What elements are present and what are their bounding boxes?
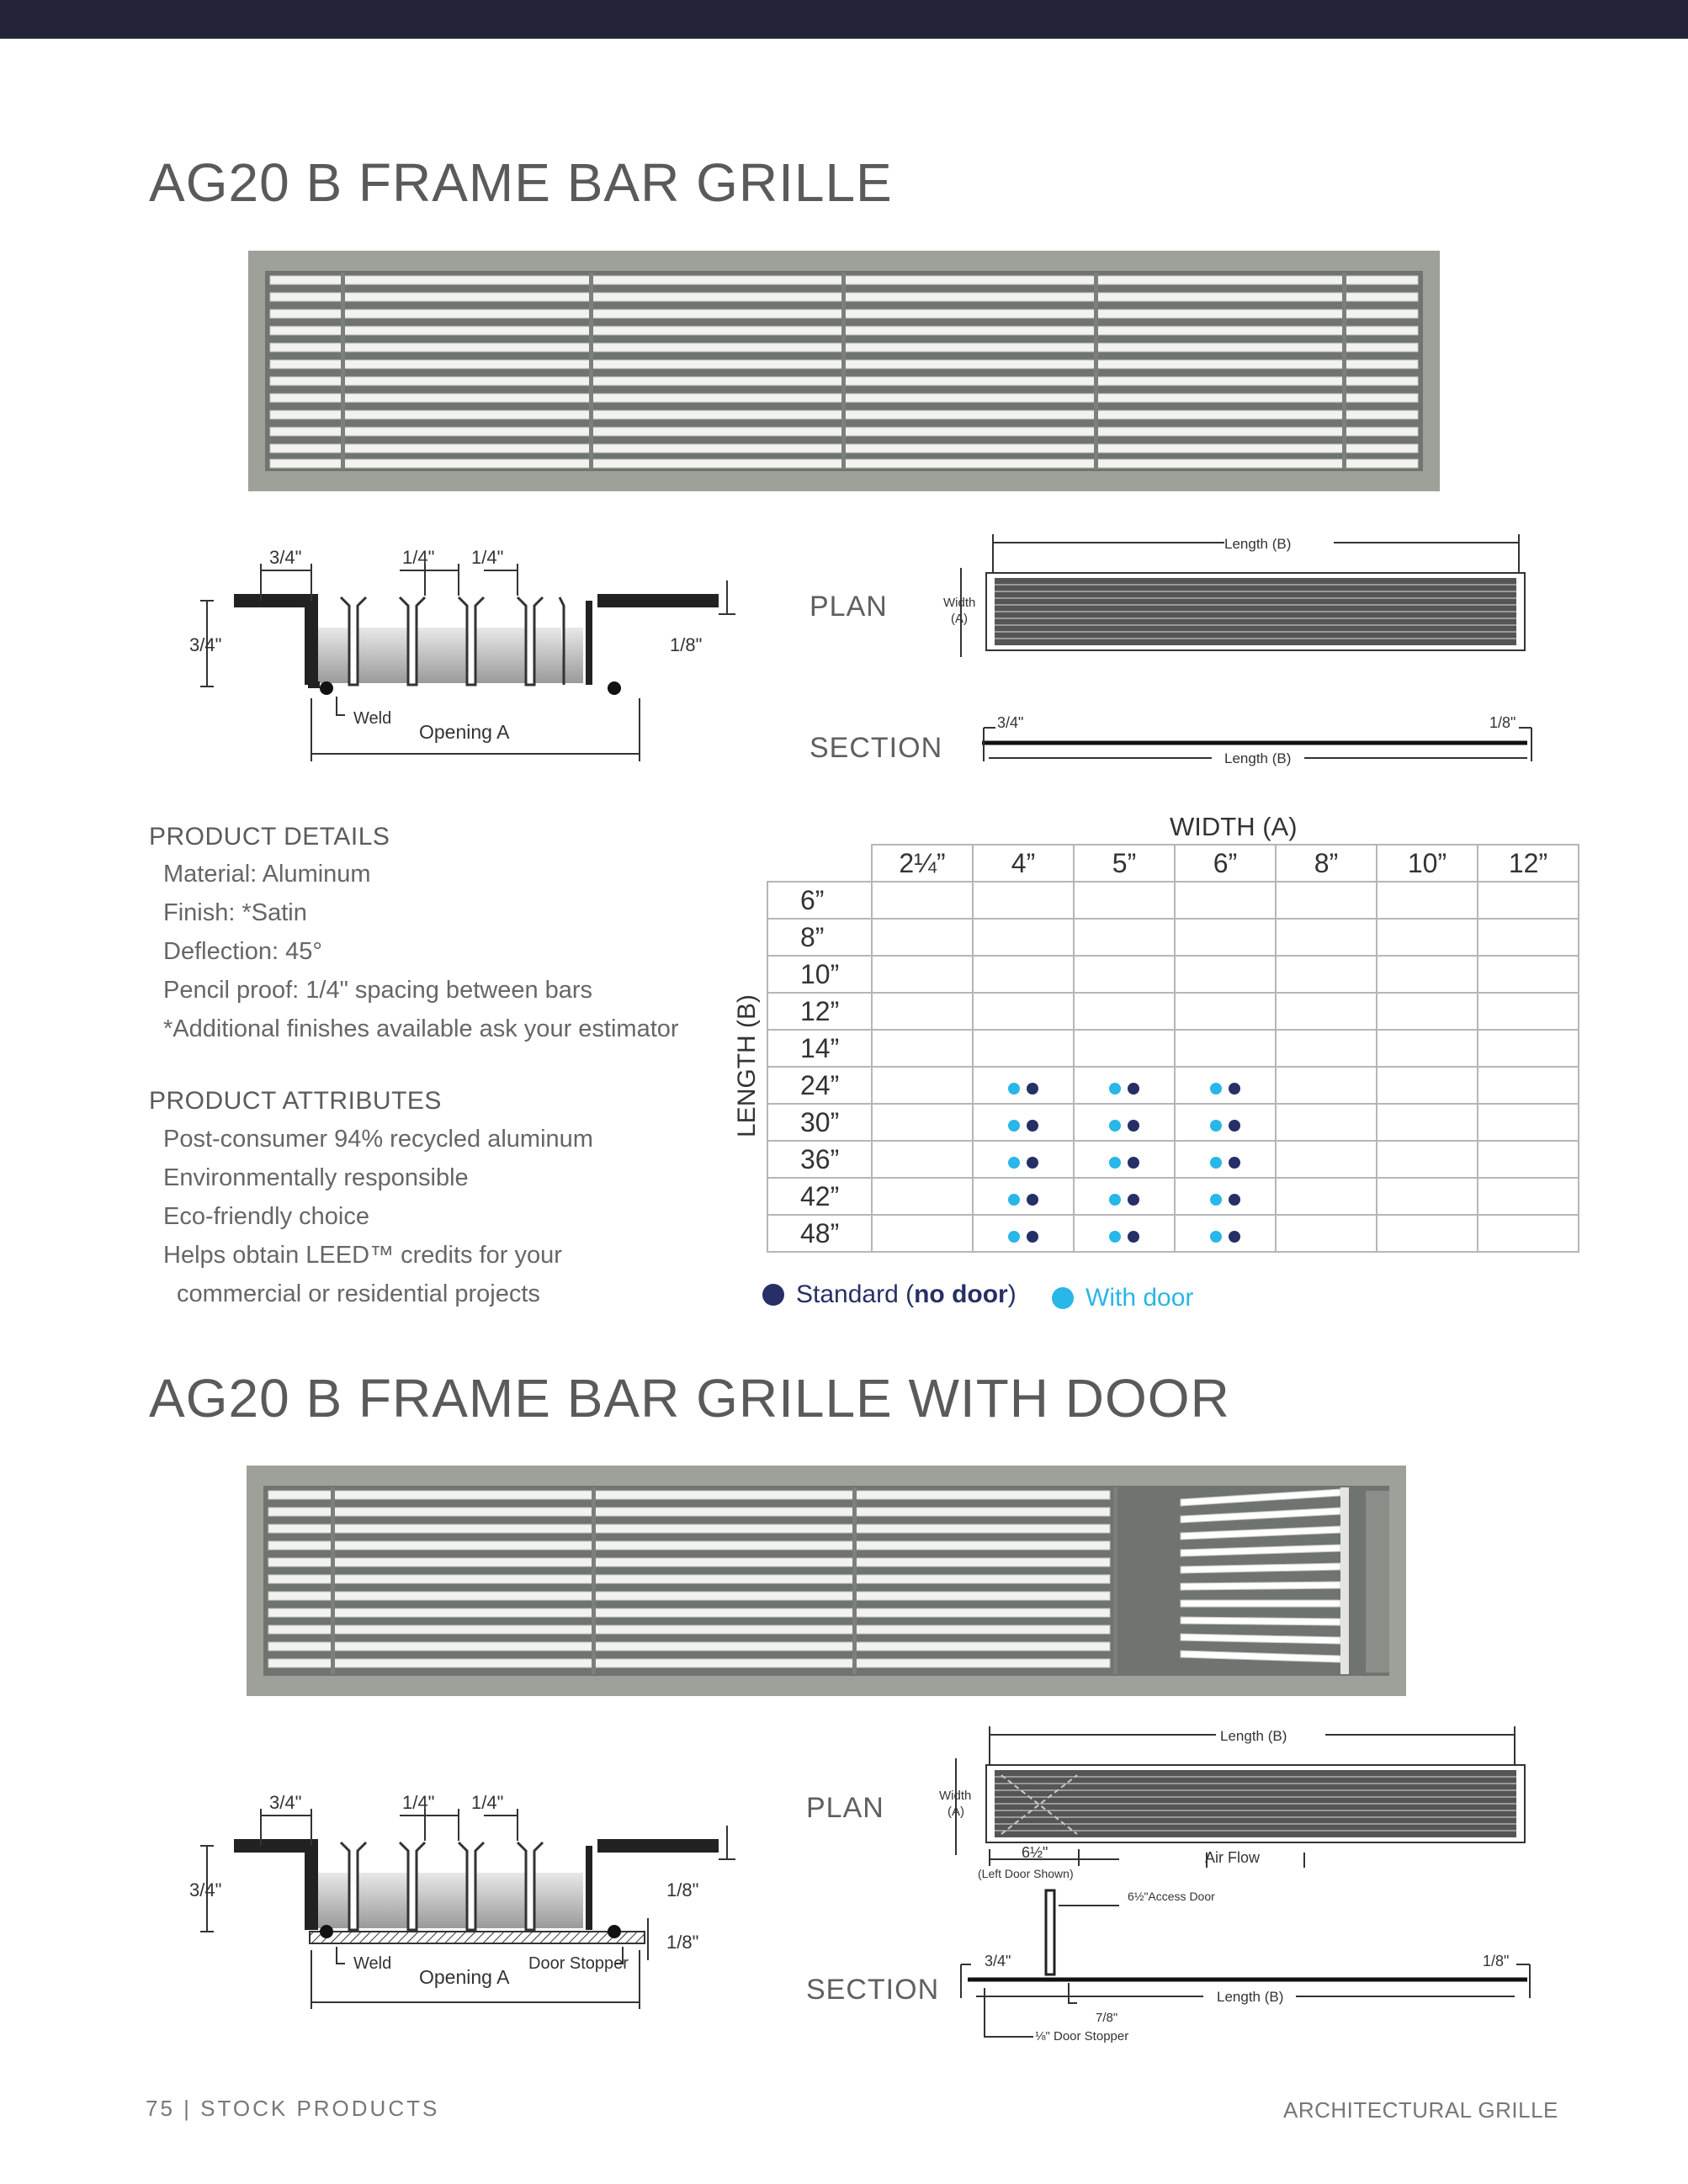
cross-section-diagram bbox=[177, 547, 749, 770]
length-row-header: 6” bbox=[767, 882, 872, 919]
product-details-list bbox=[163, 855, 679, 1048]
door-plan-length-label: Length (B) bbox=[1220, 1728, 1287, 1744]
availability-cell bbox=[1478, 1215, 1579, 1252]
door-weld-label: Weld bbox=[353, 1954, 392, 1973]
availability-cell bbox=[1377, 1215, 1478, 1252]
door-section-diagram bbox=[951, 1872, 1557, 2061]
availability-cell bbox=[1276, 993, 1377, 1030]
table-row bbox=[767, 956, 1579, 993]
availability-cell bbox=[1276, 956, 1377, 993]
standard-dot-icon bbox=[1027, 1194, 1038, 1206]
length-row-header: 42” bbox=[767, 1178, 872, 1215]
standard-dot-icon bbox=[1128, 1083, 1139, 1095]
width-column-header: 6” bbox=[1175, 845, 1276, 882]
standard-dot-icon bbox=[762, 1284, 784, 1306]
availability-cell bbox=[1276, 1178, 1377, 1215]
availability-dots bbox=[1008, 1083, 1038, 1095]
product-details-heading: PRODUCT DETAILS bbox=[149, 823, 390, 851]
availability-cell bbox=[872, 1215, 973, 1252]
section-dim-1-8: 1/8" bbox=[1489, 714, 1516, 731]
with-door-dot-icon bbox=[1008, 1231, 1020, 1243]
section-diagram bbox=[972, 711, 1544, 776]
length-row-header: 24” bbox=[767, 1067, 872, 1104]
with-door-dot-icon bbox=[1008, 1083, 1020, 1095]
door-section-dim-3-4: 3/4" bbox=[985, 1953, 1011, 1969]
availability-cell bbox=[973, 1141, 1074, 1178]
availability-cell bbox=[1377, 1067, 1478, 1104]
with-door-dot-icon bbox=[1008, 1120, 1020, 1132]
table-row bbox=[767, 1141, 1579, 1178]
availability-cell bbox=[1175, 919, 1276, 956]
door-dim-1-4-a: 1/4" bbox=[402, 1792, 435, 1813]
product-attributes-list bbox=[163, 1120, 593, 1313]
door-plan-width-label: Width bbox=[939, 1789, 972, 1803]
section-label: SECTION bbox=[809, 732, 943, 764]
length-row-header: 48” bbox=[767, 1215, 872, 1252]
size-table bbox=[767, 844, 1579, 1253]
availability-cell bbox=[1175, 1067, 1276, 1104]
standard-dot-icon bbox=[1229, 1157, 1240, 1169]
product-attributes-heading: PRODUCT ATTRIBUTES bbox=[149, 1087, 442, 1115]
standard-dot-icon bbox=[1128, 1231, 1139, 1243]
door-plan-label: PLAN bbox=[806, 1792, 884, 1824]
with-door-dot-icon bbox=[1210, 1120, 1222, 1132]
availability-cell bbox=[872, 1104, 973, 1141]
plan-width-label: Width bbox=[943, 596, 976, 610]
with-door-dot-icon bbox=[1210, 1083, 1222, 1095]
availability-dots bbox=[1210, 1120, 1240, 1132]
availability-cell bbox=[1175, 956, 1276, 993]
availability-cell bbox=[973, 956, 1074, 993]
door-stopper-label: Door Stopper bbox=[528, 1954, 629, 1973]
access-door-label: 6½"Access Door bbox=[1128, 1890, 1215, 1903]
availability-dots bbox=[1109, 1083, 1139, 1095]
attribute-item: Helps obtain LEED™ credits for your bbox=[163, 1242, 562, 1269]
availability-cell bbox=[1276, 919, 1377, 956]
section2-title: AG20 B FRAME BAR GRILLE WITH DOOR bbox=[149, 1368, 1230, 1429]
availability-cell bbox=[1377, 993, 1478, 1030]
availability-cell bbox=[872, 993, 973, 1030]
width-column-header: 12” bbox=[1478, 845, 1579, 882]
with-door-dot-icon bbox=[1052, 1287, 1074, 1309]
availability-cell bbox=[1175, 993, 1276, 1030]
with-door-dot-icon bbox=[1210, 1194, 1222, 1206]
availability-cell bbox=[1377, 882, 1478, 919]
availability-dots bbox=[1210, 1157, 1240, 1169]
left-door-label: (Left Door Shown) bbox=[978, 1867, 1074, 1880]
section1-title: AG20 B FRAME BAR GRILLE bbox=[149, 152, 893, 213]
standard-dot-icon bbox=[1027, 1083, 1038, 1095]
width-column-header: 4” bbox=[973, 845, 1074, 882]
width-column-header: 10” bbox=[1377, 845, 1478, 882]
door-opening-label: Opening A bbox=[419, 1966, 510, 1988]
availability-cell bbox=[973, 1030, 1074, 1067]
availability-dots bbox=[1210, 1231, 1240, 1243]
width-axis-label: WIDTH (A) bbox=[1170, 812, 1298, 841]
availability-cell bbox=[1276, 882, 1377, 919]
availability-dots bbox=[1210, 1083, 1240, 1095]
dim-1-8: 1/8" bbox=[670, 634, 703, 655]
length-axis-label: LENGTH (B) bbox=[733, 994, 761, 1137]
detail-item: Finish: *Satin bbox=[163, 899, 307, 926]
plan-label: PLAN bbox=[809, 591, 888, 623]
availability-dots bbox=[1210, 1194, 1240, 1206]
attribute-item: Eco-friendly choice bbox=[163, 1203, 369, 1230]
table-row bbox=[767, 1215, 1579, 1252]
width-column-header: 5” bbox=[1074, 845, 1175, 882]
table-row bbox=[767, 993, 1579, 1030]
availability-cell bbox=[1175, 1178, 1276, 1215]
availability-cell bbox=[973, 993, 1074, 1030]
availability-cell bbox=[872, 1067, 973, 1104]
availability-cell bbox=[1074, 1104, 1175, 1141]
dim-3-4-left: 3/4" bbox=[189, 634, 222, 655]
door-dim-1-4-b: 1/4" bbox=[471, 1792, 504, 1813]
plan-length-label: Length (B) bbox=[1224, 536, 1292, 552]
availability-cell bbox=[1074, 919, 1175, 956]
footer-right: ARCHITECTURAL GRILLE bbox=[1283, 2097, 1558, 2123]
availability-cell bbox=[1478, 1104, 1579, 1141]
availability-cell bbox=[1074, 1215, 1175, 1252]
top-bar bbox=[0, 0, 1688, 39]
dim-1-4-b: 1/4" bbox=[471, 547, 504, 568]
length-row-header: 14” bbox=[767, 1030, 872, 1067]
availability-cell bbox=[1074, 882, 1175, 919]
availability-cell bbox=[872, 1178, 973, 1215]
availability-dots bbox=[1008, 1120, 1038, 1132]
availability-cell bbox=[872, 919, 973, 956]
legend-with-door-text: With door bbox=[1086, 1284, 1194, 1312]
door-dim-3-4-left: 3/4" bbox=[189, 1879, 222, 1900]
availability-cell bbox=[1074, 1030, 1175, 1067]
availability-cell bbox=[1175, 1215, 1276, 1252]
length-row-header: 12” bbox=[767, 993, 872, 1030]
availability-cell bbox=[1276, 1030, 1377, 1067]
table-row bbox=[767, 1178, 1579, 1215]
availability-cell bbox=[1074, 1067, 1175, 1104]
availability-cell bbox=[973, 1178, 1074, 1215]
dim-1-4-a: 1/4" bbox=[402, 547, 435, 568]
grille-photo bbox=[248, 251, 1440, 491]
availability-cell bbox=[973, 1067, 1074, 1104]
availability-cell bbox=[1478, 993, 1579, 1030]
availability-cell bbox=[1175, 1141, 1276, 1178]
weld-label: Weld bbox=[353, 709, 392, 728]
availability-cell bbox=[1276, 1141, 1377, 1178]
availability-cell bbox=[1377, 1030, 1478, 1067]
attribute-item: commercial or residential projects bbox=[177, 1280, 540, 1307]
door-dim-3-4-top: 3/4" bbox=[269, 1792, 302, 1813]
detail-item: Pencil proof: 1/4" spacing between bars bbox=[163, 977, 593, 1004]
length-row-header: 30” bbox=[767, 1104, 872, 1141]
with-door-dot-icon bbox=[1008, 1194, 1020, 1206]
table-row bbox=[767, 1067, 1579, 1104]
availability-dots bbox=[1109, 1120, 1139, 1132]
availability-cell bbox=[973, 1215, 1074, 1252]
availability-cell bbox=[872, 956, 973, 993]
availability-cell bbox=[1478, 1141, 1579, 1178]
table-corner bbox=[767, 845, 872, 882]
availability-cell bbox=[973, 882, 1074, 919]
standard-dot-icon bbox=[1229, 1120, 1240, 1132]
section-length-label: Length (B) bbox=[1224, 750, 1292, 766]
width-column-header: 8” bbox=[1276, 845, 1377, 882]
availability-cell bbox=[1377, 956, 1478, 993]
table-row bbox=[767, 1030, 1579, 1067]
availability-cell bbox=[1478, 956, 1579, 993]
availability-cell bbox=[1377, 1104, 1478, 1141]
attribute-item: Environmentally responsible bbox=[163, 1164, 469, 1191]
plan-diagram bbox=[934, 526, 1531, 665]
availability-dots bbox=[1008, 1157, 1038, 1169]
availability-cell bbox=[1074, 956, 1175, 993]
availability-cell bbox=[1478, 1178, 1579, 1215]
standard-dot-icon bbox=[1027, 1120, 1038, 1132]
standard-dot-icon bbox=[1128, 1157, 1139, 1169]
availability-cell bbox=[872, 1030, 973, 1067]
standard-dot-icon bbox=[1128, 1120, 1139, 1132]
door-section-dim-1-8: 1/8" bbox=[1483, 1953, 1510, 1969]
grille-with-door-photo bbox=[247, 1466, 1406, 1696]
six-half-label: 6½" bbox=[1022, 1844, 1048, 1861]
detail-item: *Additional finishes available ask your estimator bbox=[163, 1015, 679, 1042]
door-section-length-label: Length (B) bbox=[1217, 1989, 1284, 2005]
detail-item: Material: Aluminum bbox=[163, 861, 371, 888]
detail-item: Deflection: 45° bbox=[163, 938, 322, 965]
availability-cell bbox=[1074, 1178, 1175, 1215]
availability-cell bbox=[872, 1141, 973, 1178]
legend-with-door bbox=[1052, 1284, 1193, 1312]
availability-cell bbox=[1478, 1067, 1579, 1104]
footer-left: 75 | STOCK PRODUCTS bbox=[146, 2096, 440, 2121]
with-door-dot-icon bbox=[1109, 1083, 1121, 1095]
attribute-item: Post-consumer 94% recycled aluminum bbox=[163, 1126, 593, 1153]
availability-cell bbox=[1377, 919, 1478, 956]
availability-cell bbox=[1377, 1141, 1478, 1178]
opening-label: Opening A bbox=[419, 721, 510, 743]
availability-dots bbox=[1109, 1194, 1139, 1206]
length-row-header: 36” bbox=[767, 1141, 872, 1178]
availability-cell bbox=[1276, 1215, 1377, 1252]
availability-cell bbox=[1478, 919, 1579, 956]
door-cross-section-diagram bbox=[177, 1792, 749, 2015]
legend-standard-text: Standard (no door) bbox=[796, 1280, 1017, 1308]
eighth-stopper-label: ⅛" Door Stopper bbox=[1035, 2029, 1129, 2044]
table-row bbox=[767, 1104, 1579, 1141]
availability-cell bbox=[872, 882, 973, 919]
table-row bbox=[767, 919, 1579, 956]
dim-3-4-top: 3/4" bbox=[269, 547, 302, 568]
table-header-row bbox=[767, 845, 1579, 882]
length-row-header: 8” bbox=[767, 919, 872, 956]
table-row bbox=[767, 882, 1579, 919]
plan-width-label-2: (A) bbox=[951, 612, 968, 626]
with-door-dot-icon bbox=[1109, 1120, 1121, 1132]
with-door-dot-icon bbox=[1210, 1231, 1222, 1243]
availability-dots bbox=[1008, 1231, 1038, 1243]
standard-dot-icon bbox=[1229, 1194, 1240, 1206]
seven-eighths-label: 7/8" bbox=[1096, 2011, 1118, 2025]
with-door-dot-icon bbox=[1109, 1231, 1121, 1243]
availability-cell bbox=[1377, 1178, 1478, 1215]
availability-cell bbox=[1074, 993, 1175, 1030]
availability-dots bbox=[1109, 1231, 1139, 1243]
air-flow-label: Air Flow bbox=[1205, 1849, 1261, 1866]
width-column-header: 2¼” bbox=[872, 845, 973, 882]
standard-dot-icon bbox=[1229, 1231, 1240, 1243]
standard-dot-icon bbox=[1027, 1157, 1038, 1169]
standard-dot-icon bbox=[1027, 1231, 1038, 1243]
door-plan-diagram bbox=[934, 1716, 1531, 1889]
door-dim-1-8-top: 1/8" bbox=[666, 1879, 699, 1900]
length-row-header: 10” bbox=[767, 956, 872, 993]
standard-dot-icon bbox=[1229, 1083, 1240, 1095]
availability-cell bbox=[1276, 1104, 1377, 1141]
availability-cell bbox=[973, 1104, 1074, 1141]
with-door-dot-icon bbox=[1008, 1157, 1020, 1169]
door-dim-1-8-bottom: 1/8" bbox=[666, 1932, 699, 1953]
availability-cell bbox=[1478, 1030, 1579, 1067]
availability-dots bbox=[1109, 1157, 1139, 1169]
availability-cell bbox=[1175, 1030, 1276, 1067]
section-dim-3-4: 3/4" bbox=[997, 714, 1024, 731]
availability-cell bbox=[1074, 1141, 1175, 1178]
availability-cell bbox=[1276, 1067, 1377, 1104]
availability-cell bbox=[1175, 882, 1276, 919]
door-section-label: SECTION bbox=[806, 1974, 940, 2006]
with-door-dot-icon bbox=[1210, 1157, 1222, 1169]
availability-cell bbox=[973, 919, 1074, 956]
legend-standard bbox=[762, 1280, 1017, 1309]
availability-dots bbox=[1008, 1194, 1038, 1206]
standard-dot-icon bbox=[1128, 1194, 1139, 1206]
with-door-dot-icon bbox=[1109, 1194, 1121, 1206]
availability-cell bbox=[1478, 882, 1579, 919]
availability-cell bbox=[1175, 1104, 1276, 1141]
door-plan-width-label-2: (A) bbox=[948, 1805, 964, 1819]
with-door-dot-icon bbox=[1109, 1157, 1121, 1169]
